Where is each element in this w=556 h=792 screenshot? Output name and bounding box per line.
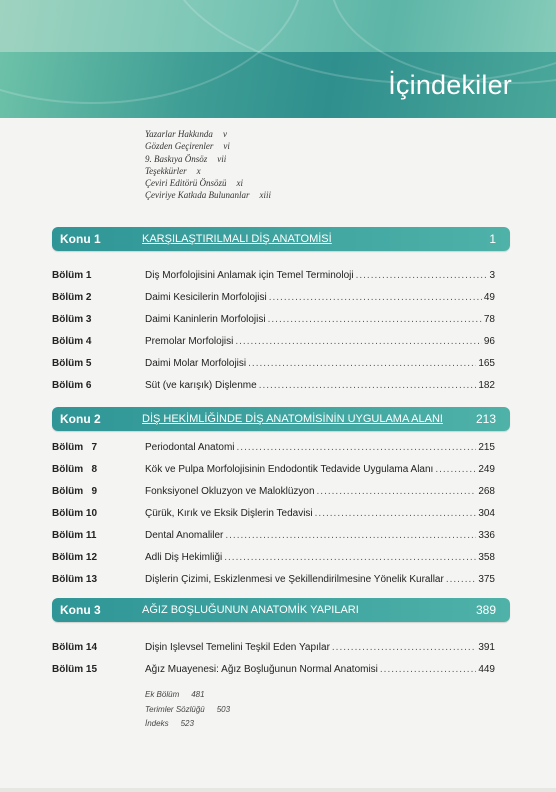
chapter-label: Bölüm 13 — [52, 574, 98, 585]
section-title: DİŞ HEKİMLİĞİNDE DİŞ ANATOMİSİNİN UYGULAMA ALANI — [142, 413, 443, 425]
chapter-page: 375 — [478, 574, 495, 585]
chapter-row[interactable] — [52, 664, 495, 678]
chapter-title: Ağız Muayenesi: Ağız Boşluğunun Normal Anatomisi — [145, 664, 378, 675]
page-title: İçindekiler — [388, 70, 512, 100]
chapter-title: Periodontal Anatomi — [145, 442, 235, 453]
section-title: KARŞILAŞTIRILMALI DİŞ ANATOMİSİ — [142, 233, 332, 245]
section-label: Konu 2 — [60, 412, 101, 426]
entry-title: Gözden Geçirenler — [145, 141, 214, 152]
chapter-page: 391 — [478, 642, 495, 653]
chapter-title: Dental Anomaliler — [145, 530, 224, 541]
chapter-label: Bölüm 8 — [52, 464, 98, 475]
chapter-label: Bölüm 11 — [52, 530, 97, 541]
chapter-row[interactable] — [52, 442, 495, 456]
section-title: AĞIZ BOŞLUĞUNUN ANATOMİK YAPILARI — [142, 604, 359, 616]
entry-title: Ek Bölüm — [145, 690, 180, 699]
entry-page: 481 — [191, 690, 205, 699]
chapter-title: Dişlerin Çizimi, Eskizlenmesi ve Şekillendirilmesine Yönelik Kurallar — [145, 574, 444, 585]
section-label: Konu 1 — [60, 232, 101, 246]
back-matter-list — [145, 688, 230, 732]
chapter-row[interactable] — [52, 530, 495, 544]
chapter-page: 96 — [483, 336, 495, 347]
page-bottom-edge — [0, 788, 556, 792]
chapter-page: 304 — [478, 508, 495, 519]
list-item[interactable] — [145, 165, 271, 177]
chapter-label: Bölüm 9 — [52, 486, 98, 497]
chapter-title: Süt (ve karışık) Dişlenme — [145, 380, 257, 391]
section-page: 213 — [475, 412, 496, 426]
chapter-label: Bölüm 15 — [52, 664, 98, 675]
chapter-page: 249 — [478, 464, 495, 475]
entry-page: v — [222, 129, 227, 139]
section-header-konu-3[interactable] — [52, 598, 510, 622]
chapter-label: Bölüm 10 — [52, 508, 98, 519]
chapter-page: 49 — [483, 292, 495, 303]
chapter-label: Bölüm 4 — [52, 336, 92, 347]
chapter-page: 182 — [478, 380, 495, 391]
entry-title: 9. Baskıya Önsöz — [145, 153, 208, 164]
chapter-page: 3 — [489, 270, 495, 281]
chapter-title: Adli Diş Hekimliği — [145, 552, 223, 563]
chapter-title: Dişin İşlevsel Temelini Teşkil Eden Yapılar — [145, 642, 330, 653]
entry-page: xiii — [259, 190, 271, 201]
entry-page: 523 — [180, 719, 194, 728]
chapter-page: 358 — [478, 552, 495, 563]
chapter-row[interactable] — [52, 358, 495, 372]
chapter-title: Diş Morfolojisini Anlamak için Temel Terminoloji — [145, 270, 354, 281]
chapter-row[interactable] — [52, 552, 495, 566]
chapter-label: Bölüm 2 — [52, 292, 92, 303]
chapter-page: 449 — [478, 664, 495, 675]
entry-title: İndeks — [145, 719, 169, 728]
list-item[interactable] — [145, 140, 271, 152]
dot-leader — [235, 336, 482, 347]
chapter-title: Çürük, Kırık ve Eksik Dişlerin Tedavisi — [145, 508, 313, 519]
chapter-page: 78 — [483, 314, 495, 325]
section-page: 1 — [489, 232, 496, 246]
chapter-row[interactable] — [52, 574, 495, 588]
section-page: 389 — [475, 603, 496, 617]
entry-title: Teşekkürler — [145, 165, 187, 176]
list-item[interactable] — [145, 153, 271, 165]
entry-title: Yazarlar Hakkında — [145, 129, 213, 139]
dot-leader — [225, 530, 476, 541]
chapter-title: Daimi Kaninlerin Morfolojisi — [145, 314, 266, 325]
chapter-title: Daimi Kesicilerin Morfolojisi — [145, 292, 267, 303]
chapter-label: Bölüm 7 — [52, 442, 98, 453]
chapter-label: Bölüm 14 — [52, 642, 98, 653]
list-item[interactable] — [145, 688, 230, 703]
dot-leader — [332, 642, 476, 653]
dot-leader — [269, 292, 482, 303]
chapter-row[interactable] — [52, 464, 495, 478]
chapter-page: 268 — [478, 486, 495, 497]
dot-leader — [435, 464, 476, 475]
section-header-konu-1[interactable] — [52, 227, 510, 251]
dot-leader — [380, 664, 476, 675]
dot-leader — [356, 270, 488, 281]
entry-title: Çeviriye Katkıda Bulunanlar — [145, 190, 250, 201]
list-item[interactable] — [145, 189, 271, 201]
chapter-label: Bölüm 1 — [52, 270, 92, 281]
list-item[interactable] — [145, 717, 230, 732]
chapter-row[interactable] — [52, 270, 495, 284]
header-banner — [0, 0, 556, 118]
chapter-label: Bölüm 6 — [52, 380, 92, 391]
dot-leader — [224, 552, 476, 563]
chapter-title: Fonksiyonel Okluzyon ve Maloklüzyon — [145, 486, 315, 497]
front-matter-list — [145, 128, 271, 202]
dot-leader — [248, 358, 476, 369]
chapter-label: Bölüm 3 — [52, 314, 92, 325]
chapter-row[interactable] — [52, 336, 495, 350]
chapter-title: Daimi Molar Morfolojisi — [145, 358, 247, 369]
entry-page: x — [196, 165, 201, 176]
chapter-page: 165 — [478, 358, 495, 369]
chapter-title: Premolar Morfolojisi — [145, 336, 234, 347]
chapter-label: Bölüm 5 — [52, 358, 92, 369]
list-item[interactable] — [145, 128, 271, 140]
dot-leader — [237, 442, 477, 453]
chapter-row[interactable] — [52, 292, 495, 306]
entry-page: xi — [236, 178, 244, 189]
chapter-title: Kök ve Pulpa Morfolojisinin Endodontik Tedavide Uygulama Alanı — [145, 464, 434, 475]
chapter-row[interactable] — [52, 314, 495, 328]
entry-page: vii — [217, 153, 227, 164]
chapter-row[interactable] — [52, 486, 495, 500]
dot-leader — [268, 314, 482, 325]
dot-leader — [259, 380, 477, 391]
entry-title: Çeviri Editörü Önsözü — [145, 178, 227, 189]
chapter-row[interactable] — [52, 380, 495, 394]
chapter-label: Bölüm 12 — [52, 552, 98, 563]
chapter-row[interactable] — [52, 508, 495, 522]
entry-title: Terimler Sözlüğü — [145, 704, 205, 714]
dot-leader — [317, 486, 477, 497]
list-item[interactable] — [145, 703, 230, 718]
entry-page: vi — [223, 141, 230, 152]
list-item[interactable] — [145, 177, 271, 189]
dot-leader — [446, 574, 477, 585]
entry-page: 503 — [216, 704, 231, 714]
chapter-row[interactable] — [52, 642, 495, 656]
section-label: Konu 3 — [60, 603, 101, 617]
section-header-konu-2[interactable] — [52, 407, 510, 431]
chapter-page: 215 — [478, 442, 495, 453]
chapter-page: 336 — [478, 530, 495, 541]
dot-leader — [315, 508, 477, 519]
